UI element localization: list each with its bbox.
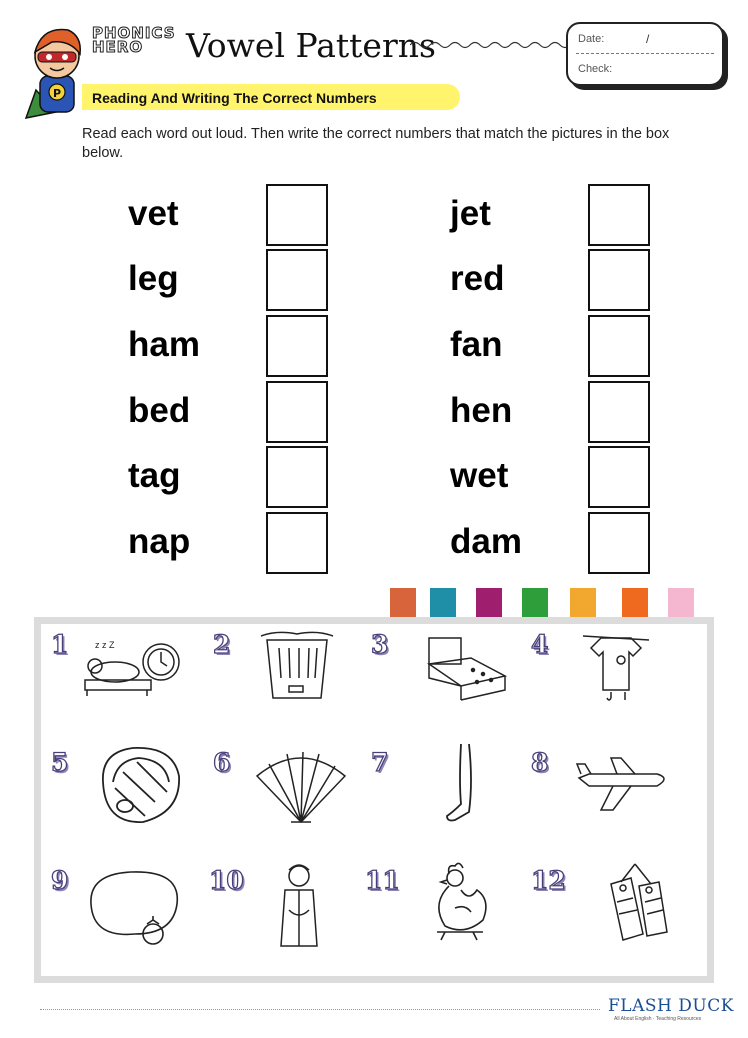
picture-number-2: 2 bbox=[213, 630, 231, 659]
wet-shirt-icon bbox=[581, 630, 651, 704]
ham-icon bbox=[93, 742, 183, 826]
color-tab bbox=[622, 588, 648, 620]
date-label: Date: bbox=[578, 33, 605, 45]
color-tab bbox=[430, 588, 456, 620]
word-fan: fan bbox=[450, 325, 503, 364]
answer-box-red[interactable] bbox=[588, 249, 650, 311]
answer-box-fan[interactable] bbox=[588, 315, 650, 377]
answer-box-wet[interactable] bbox=[588, 446, 650, 508]
red-tomato-blob-icon bbox=[81, 864, 191, 948]
tag-icon bbox=[601, 862, 671, 946]
flash-duck-tagline: All About English · Teaching Resources bbox=[614, 1016, 702, 1022]
bed-icon bbox=[421, 630, 511, 704]
picture-number-7: 7 bbox=[371, 748, 389, 777]
picture-number-9: 9 bbox=[51, 866, 69, 895]
answer-box-ham[interactable] bbox=[266, 315, 328, 377]
picture-number-5: 5 bbox=[51, 748, 69, 777]
picture-number-12: 12 bbox=[531, 866, 566, 895]
check-label: Check: bbox=[578, 63, 613, 75]
answer-box-nap[interactable] bbox=[266, 512, 328, 574]
date-check-box bbox=[566, 22, 724, 86]
answer-box-vet[interactable] bbox=[266, 184, 328, 246]
word-tag: tag bbox=[128, 456, 181, 495]
phonics-hero-logo bbox=[92, 26, 176, 54]
picture-number-6: 6 bbox=[213, 748, 231, 777]
word-leg: leg bbox=[128, 259, 179, 298]
word-hen: hen bbox=[450, 391, 513, 430]
picture-number-11: 11 bbox=[365, 866, 400, 895]
answer-box-dam[interactable] bbox=[588, 512, 650, 574]
picture-number-10: 10 bbox=[209, 866, 244, 895]
picture-number-3: 3 bbox=[371, 630, 389, 659]
word-bed: bed bbox=[128, 391, 191, 430]
wave-divider-icon bbox=[410, 38, 570, 52]
word-nap: nap bbox=[128, 522, 191, 561]
word-wet: wet bbox=[450, 456, 509, 495]
svg-text:z z Z: z z Z bbox=[95, 640, 115, 650]
sleeping-person-clock-icon bbox=[81, 632, 181, 702]
dam-icon bbox=[257, 628, 337, 704]
answer-box-jet[interactable] bbox=[588, 184, 650, 246]
subtitle: Reading And Writing The Correct Numbers bbox=[92, 90, 377, 106]
answer-box-leg[interactable] bbox=[266, 249, 328, 311]
answer-box-tag[interactable] bbox=[266, 446, 328, 508]
answer-box-hen[interactable] bbox=[588, 381, 650, 443]
picture-panel bbox=[34, 617, 714, 983]
fan-icon bbox=[251, 742, 351, 826]
word-vet: vet bbox=[128, 194, 179, 233]
word-red: red bbox=[450, 259, 505, 298]
vet-icon bbox=[269, 860, 329, 950]
answer-box-bed[interactable] bbox=[266, 381, 328, 443]
word-jet: jet bbox=[450, 194, 491, 233]
color-tab bbox=[390, 588, 416, 620]
word-ham: ham bbox=[128, 325, 200, 364]
date-divider bbox=[576, 53, 714, 54]
logo-line-2: HERO bbox=[92, 38, 144, 56]
date-slash: / bbox=[646, 32, 650, 46]
flash-duck-logo: FLASH DUCK bbox=[608, 996, 734, 1016]
page-title: Vowel Patterns bbox=[186, 26, 436, 65]
jet-icon bbox=[573, 748, 673, 818]
color-tab bbox=[570, 588, 596, 620]
picture-number-8: 8 bbox=[531, 748, 549, 777]
instructions: Read each word out loud. Then write the correct numbers that match the pictures in the box below. bbox=[82, 126, 670, 161]
word-dam: dam bbox=[450, 522, 522, 561]
logo-line-1: PHONICS bbox=[92, 24, 176, 42]
color-tab bbox=[476, 588, 502, 620]
color-tab bbox=[522, 588, 548, 620]
leg-icon bbox=[443, 742, 483, 828]
color-tab bbox=[668, 588, 694, 620]
footer-divider bbox=[40, 1009, 600, 1010]
picture-number-4: 4 bbox=[531, 630, 549, 659]
hen-icon bbox=[425, 860, 495, 950]
picture-number-1: 1 bbox=[51, 630, 69, 659]
svg-text:P: P bbox=[53, 87, 62, 100]
